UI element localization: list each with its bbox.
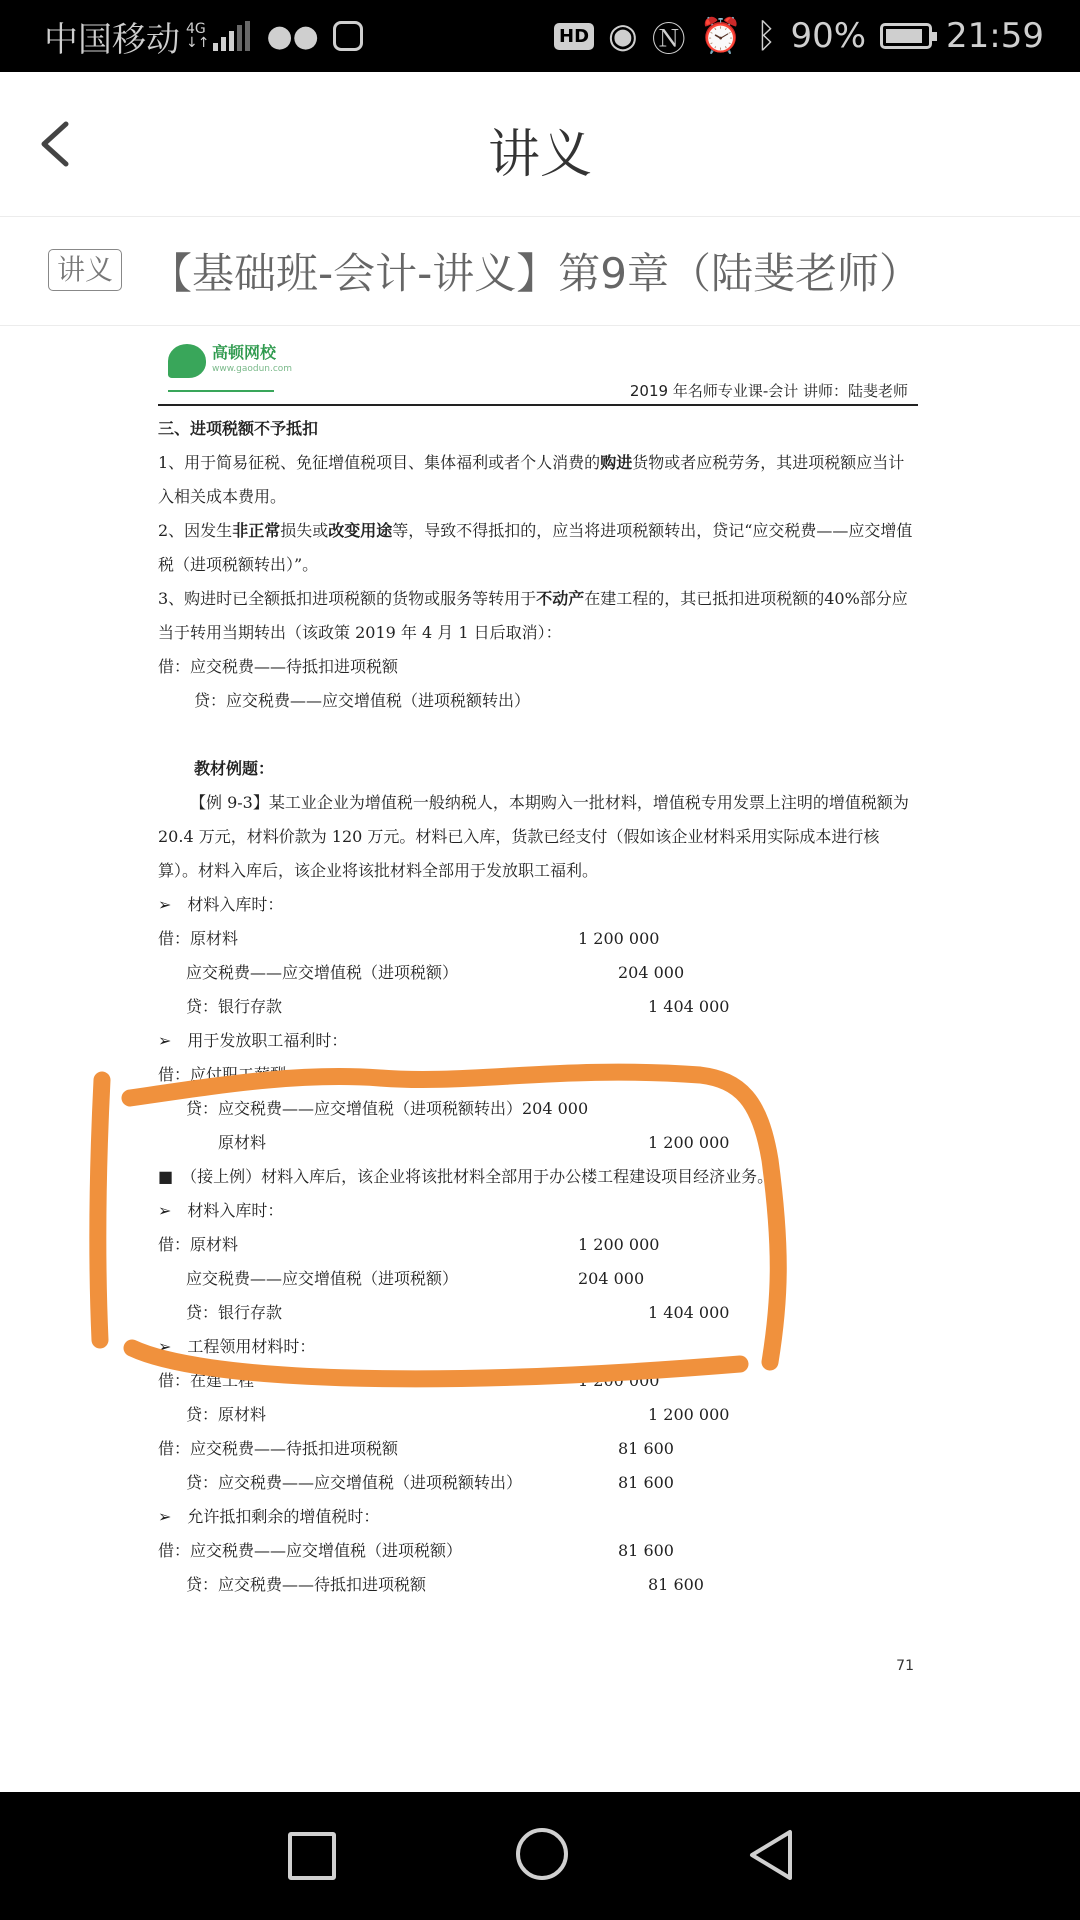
paragraph-1: 1、用于简易征税、免征增值税项目、集体福利或者个人消费的购进货物或者应税劳务，其进项税额应当计入相关成本费用。 <box>158 453 905 506</box>
entry-label: 贷：银行存款 <box>186 1303 283 1322</box>
entry-label: 借：应交税费——应交增值税（进项税额） <box>158 1541 463 1560</box>
nfc-icon: Ⓝ <box>651 19 686 60</box>
entry-label: ➢ 允许抵扣剩余的增值税时： <box>158 1507 380 1526</box>
entry-amount: 1 200 000 <box>648 1133 730 1152</box>
network-icon: 4G ↓↑ <box>186 21 210 51</box>
entry-amount: 1 200 000 <box>578 1371 660 1390</box>
entry-amount: 204 000 <box>578 1269 645 1288</box>
entry-label: 应交税费——应交增值税（进项税额） <box>186 1269 459 1288</box>
entry-amount: 1 200 000 <box>578 1235 660 1254</box>
hd-icon: HD <box>554 23 594 50</box>
home-button[interactable] <box>516 1828 568 1880</box>
paragraph-3: 3、购进时已全额抵扣进项税额的货物或服务等转用于不动产在建工程的，其已抵扣进项税额的40%部分应当于转用当期转出（该政策 2019 年 4 月 1 日后取消）： <box>158 589 908 642</box>
entry-label: 原材料 <box>218 1133 267 1152</box>
entry-label: ➢ 材料入库时： <box>158 895 284 914</box>
entry-amount: 81 600 <box>618 1439 674 1458</box>
section-title: 三、进项税额不予抵扣 <box>158 419 319 438</box>
entry-label: ■ （接上例）材料入库后，该企业将该批材料全部用于办公楼工程建设项目经济业务。 <box>158 1167 774 1186</box>
entry-label: 贷：应交税费——应交增值税（进项税额转出） <box>186 1473 523 1492</box>
clock: 21:59 <box>946 16 1044 56</box>
entry-debit: 借：应交税费——待抵扣进项税额 <box>158 657 399 676</box>
entry-amount: 81 600 <box>648 1575 704 1594</box>
entry-label: 借：应交税费——待抵扣进项税额 <box>158 1439 399 1458</box>
example-title: 教材例题： <box>194 759 275 778</box>
entry-amount: 1 200 000 <box>648 1405 730 1424</box>
bluetooth-icon: ᛒ <box>756 16 777 56</box>
entry-amount: 81 600 <box>618 1541 674 1560</box>
battery-percent: 90% <box>790 16 867 56</box>
entry-label: 贷：应交税费——待抵扣进项税额 <box>186 1575 427 1594</box>
system-back-button[interactable] <box>746 1828 796 1886</box>
gaodun-logo: 高顿网校 www.gaodun.com <box>168 344 292 378</box>
wechat-icon: ●● <box>266 18 319 54</box>
doc-type-badge: 讲义 <box>48 249 122 291</box>
entry-amount: 1 404 000 <box>648 1303 730 1322</box>
page-header-text: 2019 年名师专业课-会计 讲师：陆斐老师 <box>629 382 908 400</box>
page-number: 71 <box>896 1658 914 1674</box>
paragraph-2: 2、因发生非正常损失或改变用途等，导致不得抵扣的，应当将进项税额转出，贷记“应交税费——应交增值税（进项税额转出）”。 <box>158 521 913 574</box>
carrier-label: 中国移动 <box>44 19 180 60</box>
entry-amount: 204 000 <box>618 963 685 982</box>
entry-label: 贷：原材料 <box>186 1405 267 1424</box>
entry-label: ➢ 用于发放职工福利时： <box>158 1031 348 1050</box>
eye-icon: ◉ <box>608 16 638 56</box>
entry-label: 应交税费——应交增值税（进项税额） <box>186 963 459 982</box>
entry-label: 借：应付职工薪酬 <box>158 1065 287 1084</box>
system-nav-bar <box>0 1792 1080 1920</box>
entry-label: 借：在建工程 <box>158 1371 255 1390</box>
entry-amount: 1 404 000 <box>578 1065 660 1084</box>
alarm-icon: ⏰ <box>699 16 743 56</box>
entry-amount: 81 600 <box>618 1473 674 1492</box>
document-title: 【基础班-会计-讲义】第9章（陆斐老师） <box>150 249 922 298</box>
recent-apps-button[interactable] <box>288 1832 336 1880</box>
entry-label: 贷：银行存款 <box>186 997 283 1016</box>
entry-label: 贷：应交税费——应交增值税（进项税额转出）204 000 <box>186 1099 589 1118</box>
example-text: 【例 9-3】某工业企业为增值税一般纳税人，本期购入一批材料，增值税专用发票上注明的增值税额为 20.4 万元，材料价款为 120 万元。材料已入库，货款已经支付（假如该企业材料采用实际成本进行核算）。材料入库后，该企业将该批材料全部用于发放职工福利。 <box>158 793 909 880</box>
entry-amount: 1 404 000 <box>648 997 730 1016</box>
entry-label: ➢ 材料入库时： <box>158 1201 284 1220</box>
entry-credit: 贷：应交税费——应交增值税（进项税额转出） <box>194 691 531 710</box>
entry-label: ➢ 工程领用材料时： <box>158 1337 316 1356</box>
triangle-back-icon <box>746 1828 796 1882</box>
entry-amount: 1 200 000 <box>578 929 660 948</box>
page-title: 讲义 <box>487 125 592 185</box>
entry-label: 借：原材料 <box>158 929 239 948</box>
entry-label: 借：原材料 <box>158 1235 239 1254</box>
